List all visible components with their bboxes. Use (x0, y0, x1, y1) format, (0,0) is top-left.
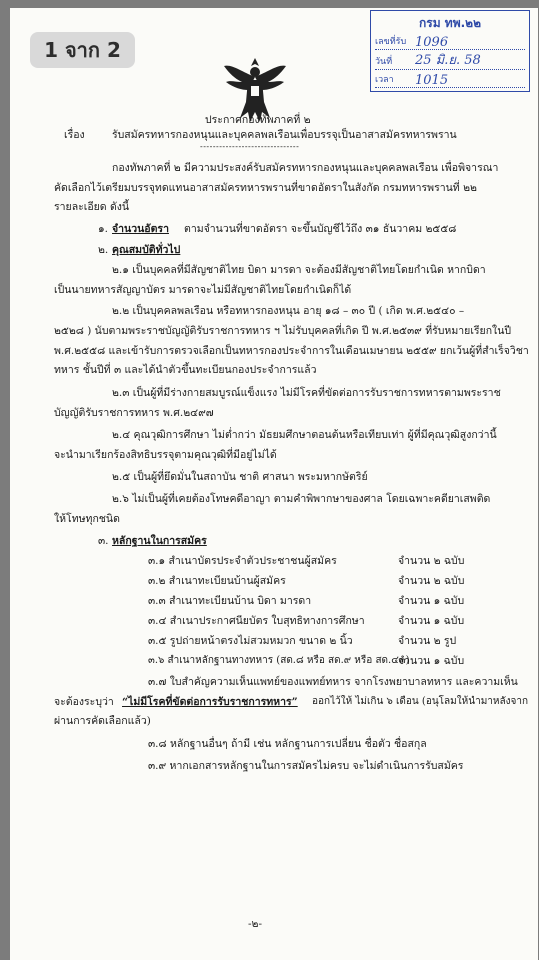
page-counter-badge: 1 จาก 2 (30, 32, 135, 68)
qualification-line: ๒.๖ ไม่เป็นผู้ที่เคยต้องโทษคดีอาญา ตามคำพิพากษาของศาล โดยเฉพาะคดียาเสพติด (112, 493, 491, 505)
qualification-line: จะนำมาเรียกร้องสิทธิบรรจุตามคุณวุฒิที่มีอยู่ไม่ได้ (54, 449, 277, 461)
stamp-title: กรม ทพ.๒๒ (419, 16, 481, 30)
section2-num: ๒. (98, 244, 109, 256)
subject-text: รับสมัครทหารกองหนุนและบุคคลพลเรือนเพื่อบรรจุเป็นอาสาสมัครทหารพราน (112, 129, 457, 141)
stamp-row: เวลา 1015 (375, 69, 525, 88)
document-item: ๓.๔ สำเนาประกาศนียบัตร ใบสุทธิทางการศึกษา (148, 615, 365, 627)
stamp-row: เลขที่รับ 1096 (375, 31, 525, 50)
document-item-cont: ผ่านการคัดเลือกแล้ว) (54, 715, 151, 727)
document-item: ๓.๓ สำเนาทะเบียนบ้าน บิดา มารดา (148, 595, 312, 607)
document-item: ๓.๖ สำเนาหลักฐานทางทหาร (สด.๘ หรือ สด.๙ หรือ สด.๔๓) (148, 655, 410, 666)
document-item-cont: ออกไว้ให้ ไม่เกิน ๖ เดือน (อนุโลมให้นำมาหลังจาก (312, 696, 529, 707)
document-item: ๓.๗ ใบสำคัญความเห็นแพทย์ของแพทย์ทหาร จากโรงพยาบาลทหาร และความเห็น (148, 676, 518, 688)
document-qty: จำนวน ๑ ฉบับ (398, 615, 465, 627)
document-item: ๓.๙ หากเอกสารหลักฐานในการสมัครไม่ครบ จะไม่ดำเนินการรับสมัคร (148, 760, 464, 772)
section3-num: ๓. (98, 535, 109, 547)
document-qty: จำนวน ๒ ฉบับ (398, 575, 465, 587)
section1-text: ตามจำนวนที่ขาดอัตรา จะขึ้นบัญชีไว้ถึง ๓๑ ธันวาคม ๒๕๕๘ (184, 223, 457, 235)
qualification-line: ให้โทษทุกชนิด (54, 513, 120, 525)
qualification-line: ทหาร ชั้นปีที่ ๓ และได้นำตัวขึ้นทะเบียนกองประจำการแล้ว (54, 364, 317, 376)
section3-title: หลักฐานในการสมัคร (112, 535, 207, 547)
document-item: ๓.๘ หลักฐานอื่นๆ ถ้ามี เช่น หลักฐานการเปลี่ยน ชื่อตัว ชื่อสกุล (148, 738, 427, 750)
section1-title: จำนวนอัตรา (112, 223, 169, 235)
document-qty: จำนวน ๑ ฉบับ (398, 595, 465, 607)
separator: ------------------------------- (200, 142, 300, 151)
stamp-row: วันที่ 25 มิ.ย. 58 (375, 51, 525, 70)
section2-title: คุณสมบัติทั่วไป (112, 244, 181, 256)
qualification-line: พ.ศ.๒๕๕๘ และเข้ารับการตรวจเลือกเป็นทหารกองประจำการในเดือนเมษายน ๒๕๕๙ ยกเว้นผู้ที่สำเร็จวิชา (54, 345, 529, 357)
qualification-line: ๒.๕ เป็นผู้ที่ยึดมั่นในสถาบัน ชาติ ศาสนา พระมหากษัตริย์ (112, 471, 368, 483)
section1-num: ๑. (98, 223, 109, 235)
qualification-line: เป็นนายทหารสัญญาบัตร มารดาจะไม่มีสัญชาติไทยโดยกำเนิดก็ได้ (54, 284, 352, 296)
document-item: ๓.๑ สำเนาบัตรประจำตัวประชาชนผู้สมัคร (148, 555, 337, 567)
intro-line: รายละเอียด ดังนี้ (54, 201, 130, 213)
document-qty: จำนวน ๒ รูป (398, 635, 457, 647)
no-disease-requirement: “ไม่มีโรคที่ขัดต่อการรับราชการทหาร” (122, 696, 298, 708)
document-qty: จำนวน ๒ ฉบับ (398, 555, 465, 567)
document-qty: จำนวน ๑ ฉบับ (398, 655, 465, 667)
qualification-line: บัญญัติรับราชการทหาร พ.ศ.๒๔๙๗ (54, 407, 214, 419)
document-item-cont: จะต้องระบุว่า (54, 696, 114, 708)
page-number: -๒- (248, 918, 263, 930)
qualification-line: ๒.๓ เป็นผู้ที่มีร่างกายสมบูรณ์แข็งแรง ไม่มีโรคที่ขัดต่อการรับราชการทหารตามพระราช (112, 387, 501, 399)
qualification-line: ๒.๑ เป็นบุคคลที่มีสัญชาติไทย บิดา มารดา จะต้องมีสัญชาติไทยโดยกำเนิด หากบิดา (112, 264, 486, 276)
intro-line: คัดเลือกไว้เตรียมบรรจุทดแทนอาสาสมัครทหารพรานที่ขาดอัตราในสังกัด กรมทหารพรานที่ ๒๒ (54, 182, 477, 194)
announcement-title: ประกาศกองทัพภาคที่ ๒ (205, 114, 311, 126)
document-item: ๓.๕ รูปถ่ายหน้าตรงไม่สวมหมวก ขนาด ๒ นิ้ว (148, 635, 353, 647)
qualification-line: ๒๕๒๘ ) นับตามพระราชบัญญัติรับราชการทหาร ฯ ไม่รับบุคคลที่เกิด ปี พ.ศ.๒๕๓๙ ที่รับหมายเรียกในปี (54, 325, 512, 337)
subject-label: เรื่อง (64, 129, 85, 141)
intro-line: กองทัพภาคที่ ๒ มีความประสงค์รับสมัครทหารกองหนุนและบุคคลพลเรือน เพื่อพิจารณา (112, 162, 499, 174)
qualification-line: ๒.๒ เป็นบุคคลพลเรือน หรือทหารกองหนุน อายุ ๑๘ – ๓๐ ปี ( เกิด พ.ศ.๒๕๔๐ – (112, 305, 465, 317)
document-item: ๓.๒ สำเนาทะเบียนบ้านผู้สมัคร (148, 575, 286, 587)
qualification-line: ๒.๔ คุณวุฒิการศึกษา ไม่ต่ำกว่า มัธยมศึกษาตอนต้นหรือเทียบเท่า ผู้ที่มีคุณวุฒิสูงกว่านี้ (112, 429, 497, 441)
received-stamp (370, 10, 530, 92)
